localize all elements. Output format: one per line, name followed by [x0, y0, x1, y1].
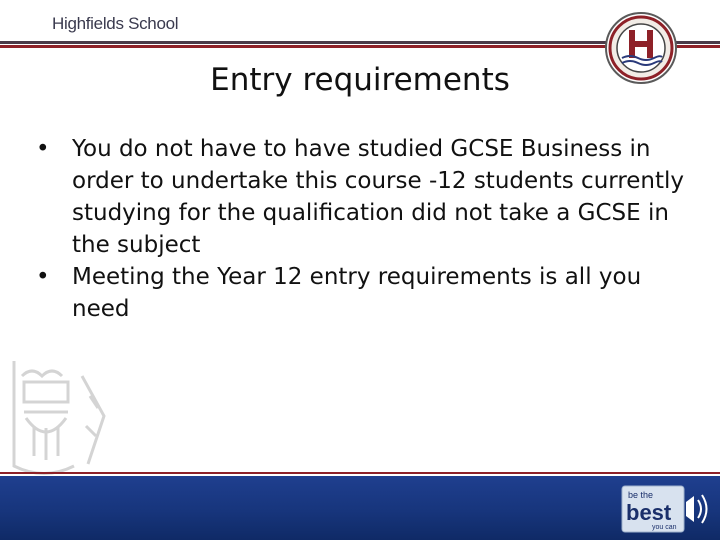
- bullet-dot-icon: •: [36, 264, 50, 290]
- bullet-text: Meeting the Year 12 entry requirements is all you need: [72, 264, 642, 322]
- crest-watermark-icon: [4, 356, 114, 476]
- footer-divider: [0, 472, 720, 474]
- logo-text-line1: be the: [628, 490, 654, 500]
- bullet-text: You do not have to have studied GCSE Business in order to undertake this course -12 students currently studying for the qualification did not take a GCSE in the subject: [72, 136, 685, 258]
- footer-band: [0, 476, 720, 540]
- logo-text-line3: you can: [652, 524, 677, 531]
- bullet-item: [30, 133, 690, 261]
- bullet-dot-icon: •: [36, 136, 50, 162]
- be-the-best-logo-icon: [620, 484, 710, 534]
- bullet-item: [30, 261, 690, 325]
- school-crest-icon: [604, 11, 678, 85]
- slide-title: Entry requirements: [210, 62, 510, 98]
- bullet-list: [30, 133, 690, 325]
- school-name: Highfields School: [52, 14, 179, 33]
- logo-text-line2: best: [626, 500, 672, 525]
